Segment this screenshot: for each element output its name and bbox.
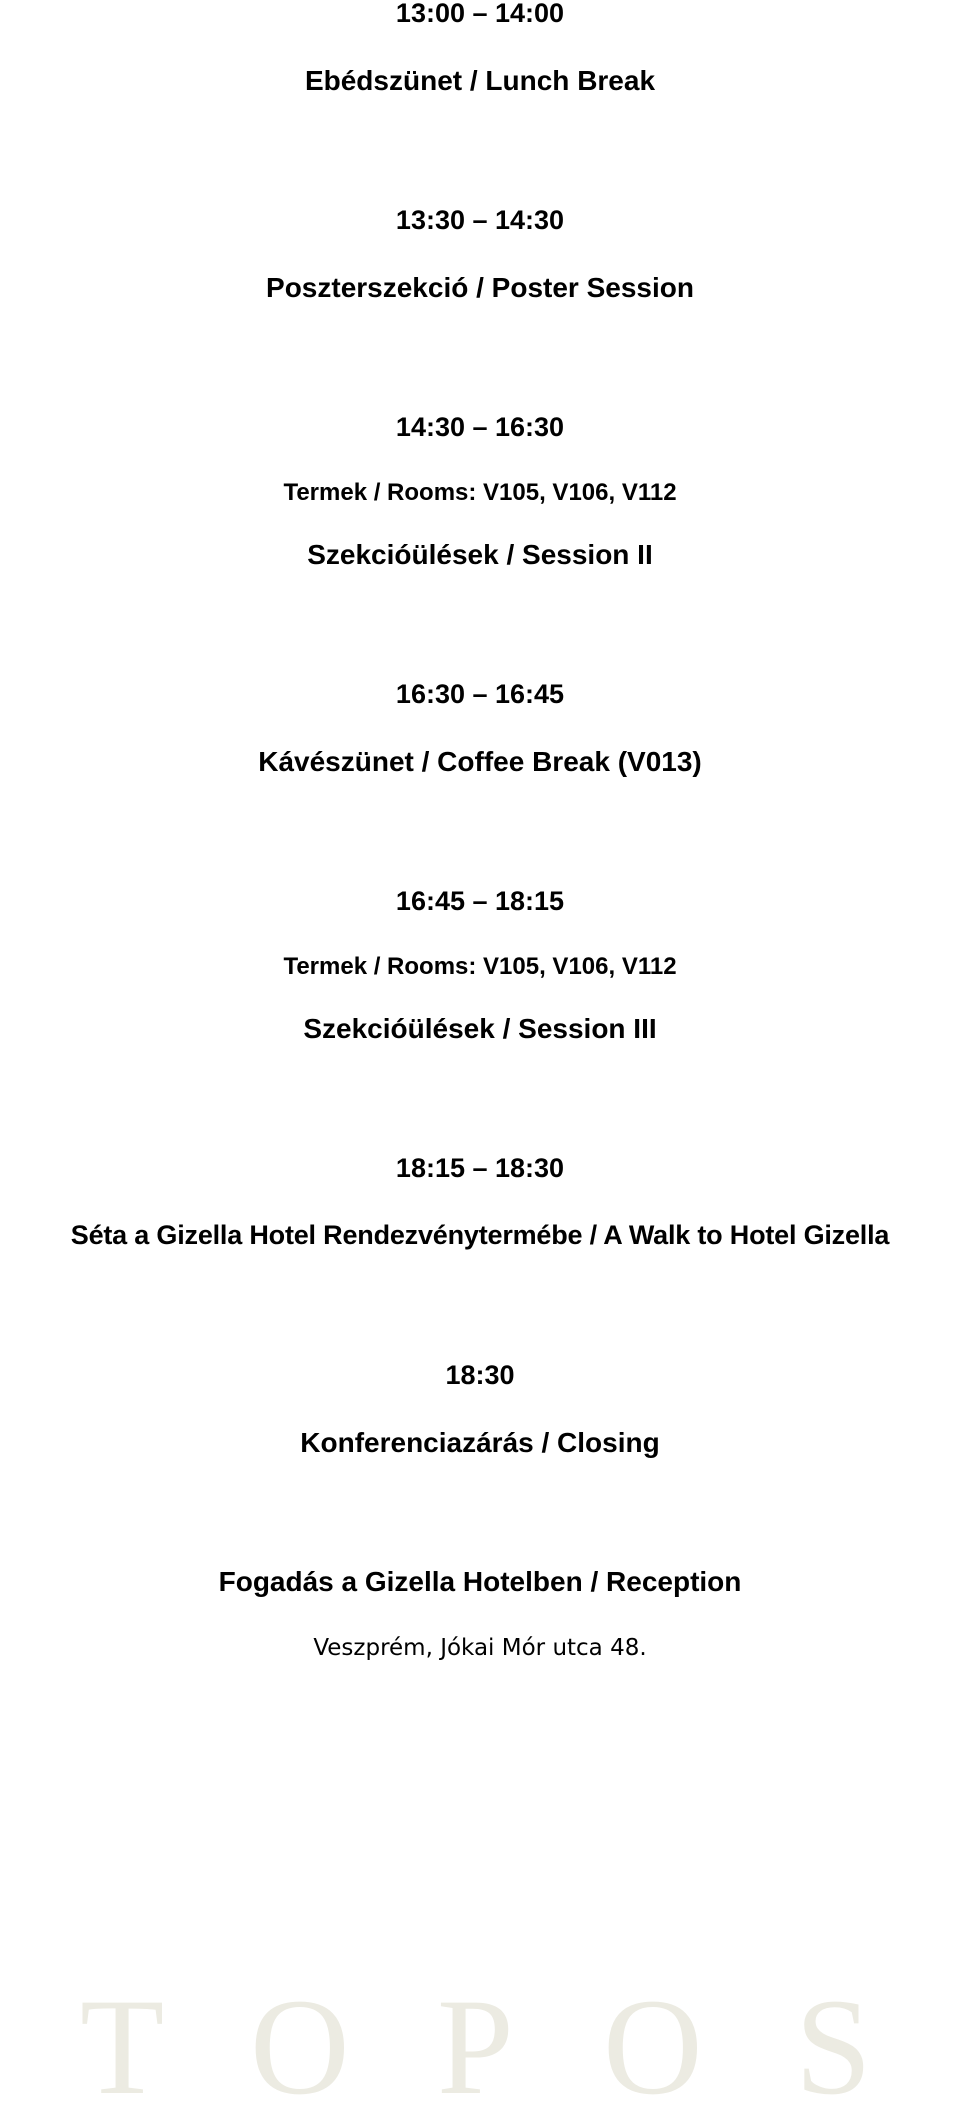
watermark-letter: O (250, 1970, 350, 2123)
reception-title: Fogadás a Gizella Hotelben / Reception (218, 1566, 742, 1597)
session3-time: 16:45 – 18:15 (395, 886, 565, 916)
walk-title: Séta a Gizella Hotel Rendezvénytermébe / A Walk to Hotel Gizella (70, 1220, 890, 1250)
topos-watermark (0, 1970, 960, 2123)
session3-rooms: Termek / Rooms: V105, V106, V112 (283, 953, 677, 980)
reception-address: Veszprém, Jókai Mór utca 48. (313, 1635, 647, 1661)
session2-title: Szekcióülések / Session II (307, 539, 653, 570)
session3-title: Szekcióülések / Session III (303, 1013, 657, 1044)
poster-title: Poszterszekció / Poster Session (266, 272, 694, 303)
closing-time: 18:30 (445, 1360, 515, 1390)
watermark-letter: S (795, 1970, 872, 2123)
coffee-title: Kávészünet / Coffee Break (V013) (258, 746, 702, 777)
watermark-letter: T (80, 1970, 165, 2123)
session2-time: 14:30 – 16:30 (395, 412, 565, 442)
poster-time: 13:30 – 14:30 (395, 205, 565, 235)
closing-title: Konferenciazárás / Closing (300, 1427, 660, 1458)
coffee-time: 16:30 – 16:45 (395, 679, 565, 709)
walk-time: 18:15 – 18:30 (395, 1153, 565, 1183)
lunch-time: 13:00 – 14:00 (395, 0, 565, 28)
lunch-title: Ebédszünet / Lunch Break (304, 65, 656, 96)
watermark-letter: P (437, 1970, 514, 2123)
session2-rooms: Termek / Rooms: V105, V106, V112 (283, 479, 677, 506)
watermark-letter: O (603, 1970, 703, 2123)
